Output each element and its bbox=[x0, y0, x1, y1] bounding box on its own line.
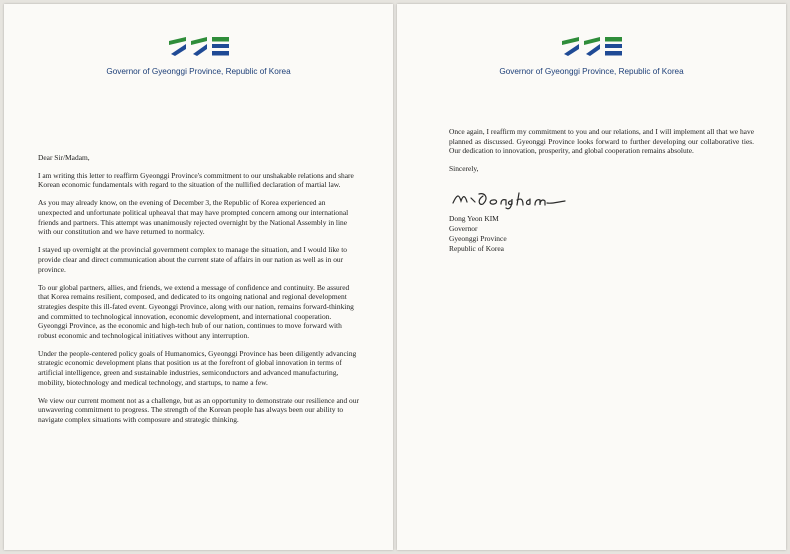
valediction: Sincerely, bbox=[449, 164, 479, 174]
paragraph-2: As you may already know, on the evening of December 3, the Republic of Korea experienced an unexpected and unfortunate political upheaval that may have prompted concern among our international friends and partners. This attempt was unanimously rejected overnight by the National Assembly in line with our constitution and we have returned to normalcy. bbox=[38, 198, 349, 237]
gyeonggi-logo-icon bbox=[561, 35, 623, 57]
paragraph-5: Under the people-centered policy goals of Humanomics, Gyeonggi Province has been diligently advancing strategic economic development plans that position us at the forefront of global innovation in terms of artificial intelligence, green and sustainable industries, semiconductors and advanced manufacturing, mobility, biotechnology and medical technology, and startups, to name a few. bbox=[38, 348, 357, 387]
letter-body bbox=[38, 153, 361, 433]
letter-closing bbox=[449, 127, 754, 254]
closing-paragraph: Once again, I reaffirm my commitment to you and our relations, and I will implement all that we have planned as discussed. Gyeonggi Province looks forward to further developing our collaborative ties. Our dedication to innovation, prosperity, and global cooperation remains absolute. bbox=[449, 127, 754, 156]
paragraph-1: I am writing this letter to reaffirm Gyeonggi Province's commitment to our unshakable relations and share Korean economic fundamentals with regard to the situation of the nullified declaration of martial law. bbox=[38, 170, 354, 190]
paragraph-4: To our global partners, allies, and friends, we extend a message of confidence and continuity. Be assured that Korea remains resilient, composed, and dedicated to its ongoing national and regional development strategies despite this ill-fated event. Gyeonggi Province, along with our nation, remains forward-thinking and committed to technological innovation, economic development, and international cooperation. Gyeonggi Province, as the economic and high-tech hub of our nation, continues to move forward with robust economic and technological initiatives without any interruption. bbox=[38, 282, 354, 340]
letter-page-2 bbox=[397, 4, 786, 550]
paragraph-6: We view our current moment not as a challenge, but as an opportunity to demonstrate our resilience and our unwavering commitment to progress. The strength of the Korean people has always been our ability to navigate complex situations with composure and strategic thinking. bbox=[38, 395, 359, 425]
signer-title: Governor bbox=[449, 223, 478, 233]
handwritten-signature-icon bbox=[449, 188, 569, 210]
signer-province: Gyeonggi Province bbox=[449, 233, 507, 243]
org-name-header: Governor of Gyeonggi Province, Republic of Korea bbox=[106, 67, 291, 76]
org-name-header: Governor of Gyeonggi Province, Republic of Korea bbox=[499, 67, 684, 76]
signer-block bbox=[449, 214, 754, 254]
letter-page-1 bbox=[4, 4, 393, 550]
paragraph-3: I stayed up overnight at the provincial government complex to manage the situation, and I would like to provide clear and direct communication about the current state of affairs in our nation as well as in our province. bbox=[38, 245, 347, 274]
signer-name: Dong Yeon KIM bbox=[449, 213, 499, 223]
gyeonggi-logo-icon bbox=[168, 35, 230, 57]
signer-country: Republic of Korea bbox=[449, 243, 504, 253]
greeting: Dear Sir/Madam, bbox=[38, 153, 90, 162]
